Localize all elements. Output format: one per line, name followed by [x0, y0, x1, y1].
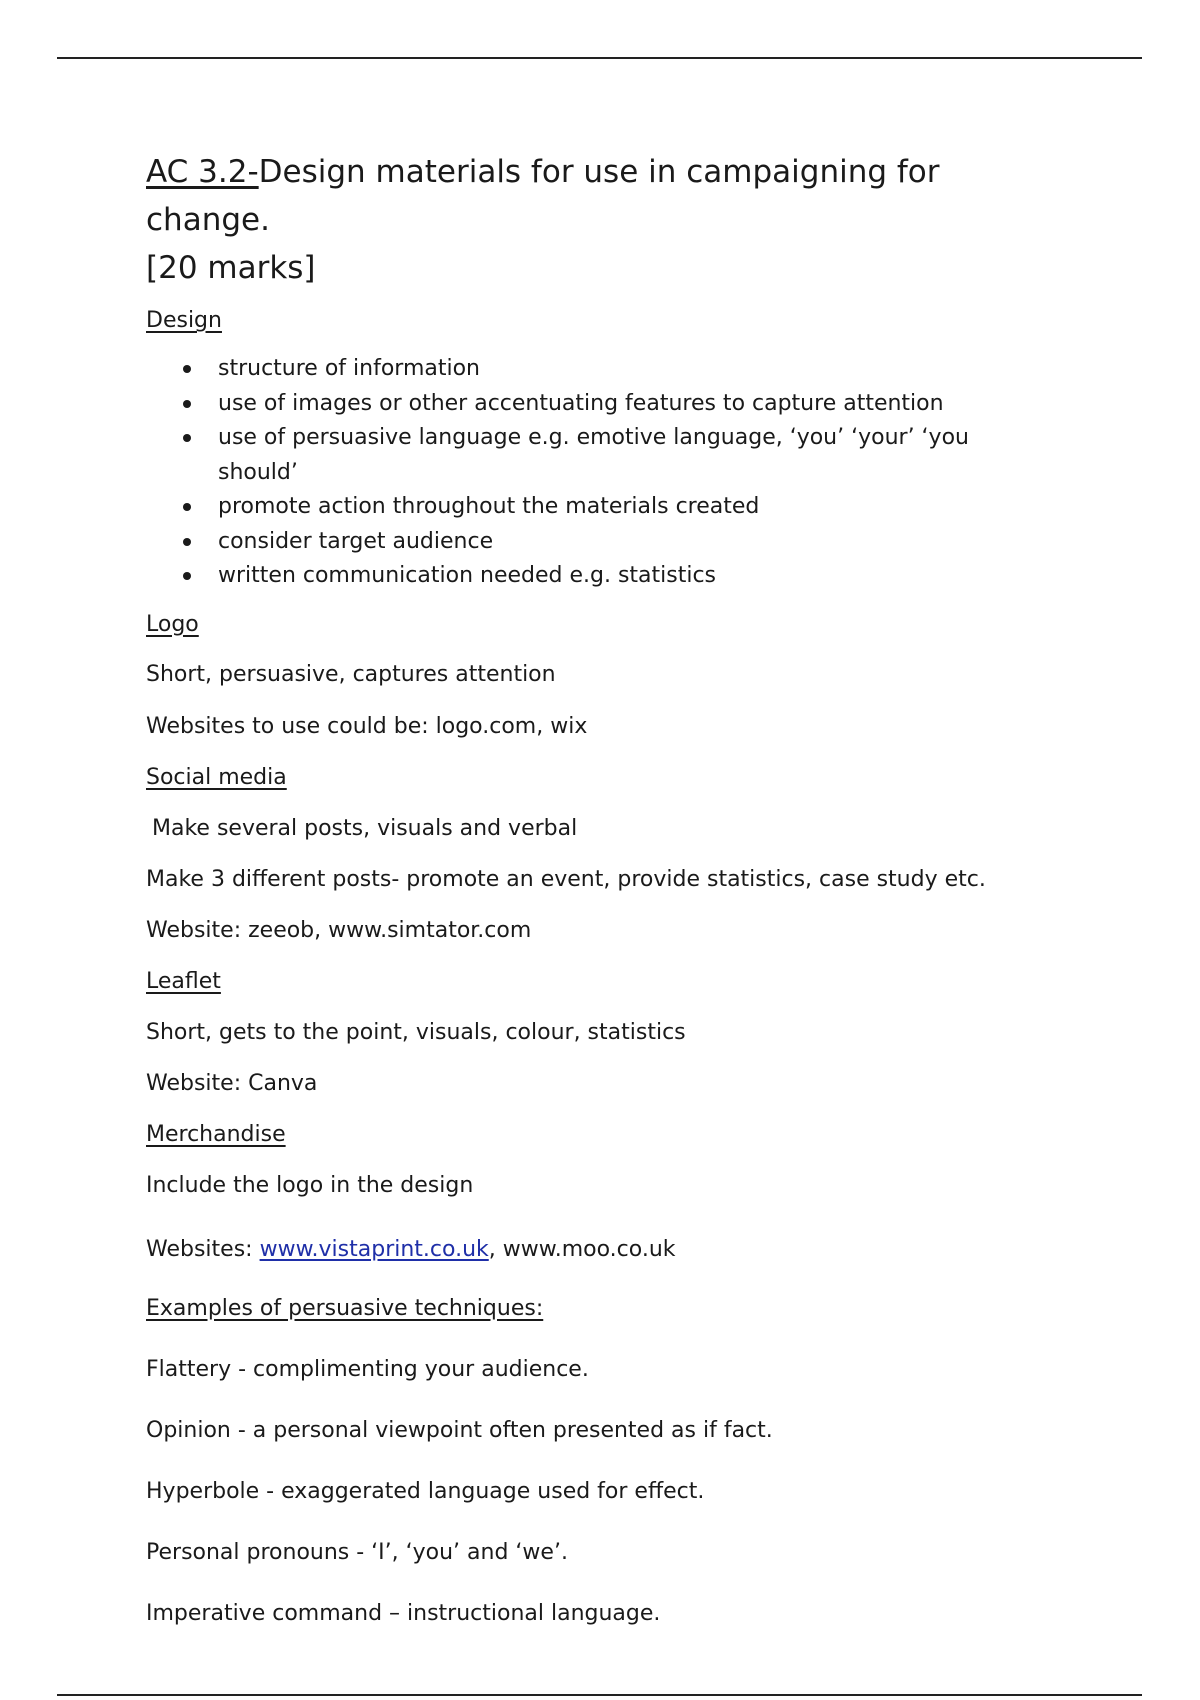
list-item-text: use of images or other accentuating features to capture attention: [218, 390, 944, 416]
list-item-text: written communication needed e.g. statistics: [218, 563, 717, 588]
bullet-icon: [183, 365, 191, 373]
list-item: [146, 387, 1046, 422]
list-item: [146, 421, 1046, 490]
page-title: [146, 148, 1046, 292]
technique-item: Hyperbole - exaggerated language used for effect.: [146, 1478, 705, 1504]
logo-line-1: Short, persuasive, captures attention: [146, 661, 556, 687]
list-item: [146, 490, 1046, 525]
bullet-icon: [183, 538, 191, 546]
document-body: [146, 148, 1046, 1629]
bullet-icon: [183, 503, 191, 511]
websites-label: Websites:: [146, 1236, 260, 1262]
logo-heading: Logo: [146, 611, 199, 637]
design-heading: Design: [146, 308, 222, 333]
bullet-icon: [183, 572, 191, 580]
merchandise-line-1: Include the logo in the design: [146, 1172, 474, 1198]
list-item: [146, 352, 1046, 387]
list-item: [146, 525, 1046, 560]
title-marks: [20 marks]: [146, 250, 316, 286]
design-bullet-list: [146, 352, 1046, 594]
websites-separator: ,: [488, 1236, 503, 1262]
vistaprint-link[interactable]: www.vistaprint.co.uk: [259, 1236, 489, 1262]
merchandise-heading: Merchandise: [146, 1121, 286, 1147]
bullet-icon: [183, 400, 191, 408]
technique-item: Opinion - a personal viewpoint often presented as if fact.: [146, 1417, 773, 1443]
list-item-text: consider target audience: [218, 528, 494, 554]
social-media-line-1: Make several posts, visuals and verbal: [152, 815, 578, 841]
list-item: [146, 559, 1046, 594]
logo-line-2: Websites to use could be: logo.com, wix: [146, 713, 588, 739]
social-media-line-3: Website: zeeob, www.simtator.com: [146, 917, 532, 943]
techniques-heading: Examples of persuasive techniques:: [146, 1295, 544, 1321]
moo-website-text: www.moo.co.uk: [502, 1236, 676, 1262]
merchandise-websites: [146, 1235, 1046, 1265]
list-item-text: use of persuasive language e.g. emotive language, ‘you’ ‘your’ ‘you should’: [218, 425, 969, 485]
bottom-rule: [57, 1694, 1142, 1696]
leaflet-heading: Leaflet: [146, 968, 221, 994]
list-item-text: structure of information: [218, 356, 481, 381]
social-media-line-2: Make 3 different posts- promote an event, provide statistics, case study etc.: [146, 866, 986, 892]
technique-item: Personal pronouns - ‘I’, ‘you’ and ‘we’.: [146, 1539, 568, 1565]
list-item-text: promote action throughout the materials created: [218, 494, 760, 519]
technique-item: Flattery - complimenting your audience.: [146, 1356, 589, 1382]
bullet-icon: [183, 434, 191, 442]
social-media-heading: Social media: [146, 764, 287, 790]
title-text: Design materials for use in campaigning for change.: [146, 154, 940, 238]
leaflet-line-2: Website: Canva: [146, 1070, 318, 1096]
title-code: AC 3.2-: [146, 154, 259, 190]
technique-item: Imperative command – instructional language.: [146, 1600, 661, 1626]
leaflet-line-1: Short, gets to the point, visuals, colour, statistics: [146, 1019, 686, 1045]
top-rule: [57, 57, 1142, 59]
